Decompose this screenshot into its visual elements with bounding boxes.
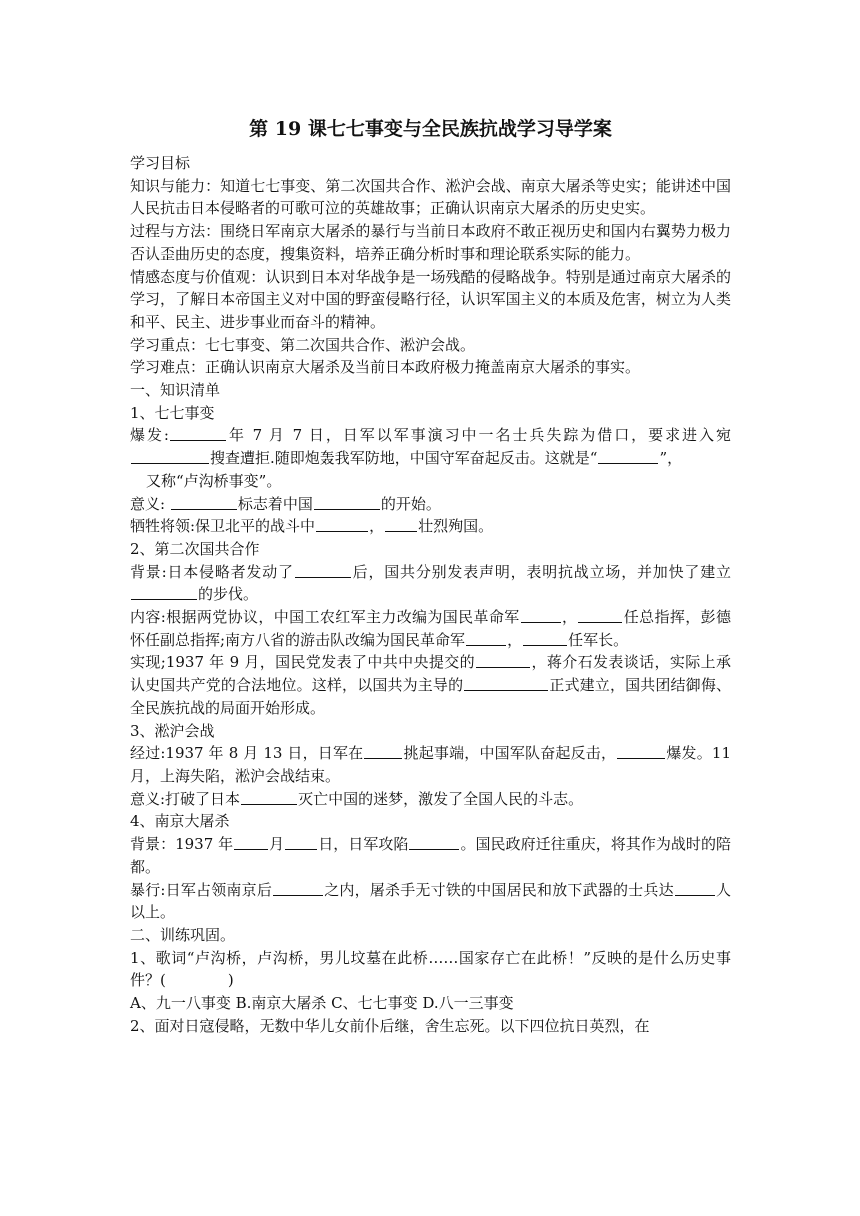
text-segment: 搜查遭拒.随即炮轰我军防地，中国守军奋起反击。这就是“ bbox=[210, 449, 598, 468]
answer-blank[interactable] bbox=[131, 584, 197, 600]
answer-blank[interactable] bbox=[385, 516, 417, 532]
text-line bbox=[130, 493, 731, 516]
text-segment: 2、面对日寇侵略，无数中华儿女前仆后继，舍生忘死。以下四位抗日英烈，在 bbox=[130, 1016, 650, 1035]
text-segment: 过程与方法：围绕日军南京大屠杀的暴行与当前日本政府不敢正视历史和国内右翼势力极力否认歪曲历史的态度，搜集资料，培养正确分析时事和理论联系实际的能力。 bbox=[130, 222, 731, 263]
text-segment: 二、训练巩固。 bbox=[130, 925, 236, 944]
answer-blank[interactable] bbox=[364, 743, 402, 759]
text-segment: 1、七七事变 bbox=[130, 403, 215, 422]
text-segment: 任总指挥，彭德怀任副总指挥;南方八省的游击队改编为国民革命军 bbox=[130, 608, 731, 649]
answer-blank[interactable] bbox=[464, 675, 548, 691]
text-line bbox=[130, 152, 731, 175]
answer-blank[interactable] bbox=[314, 494, 380, 510]
answer-blank[interactable] bbox=[170, 425, 226, 441]
text-line bbox=[130, 538, 731, 561]
text-segment: A、九一八事变 B.南京大屠杀 C、七七事变 D.八一三事变 bbox=[130, 994, 514, 1013]
text-segment: 学习重点：七七事变、第二次国共合作、淞沪会战。 bbox=[130, 335, 476, 354]
answer-blank[interactable] bbox=[578, 607, 622, 623]
answer-blank[interactable] bbox=[675, 880, 715, 896]
text-segment: 正式建立，国共团结御侮、全民族抗战的局面开始形成。 bbox=[130, 676, 731, 717]
answer-blank[interactable] bbox=[523, 630, 567, 646]
text-line bbox=[130, 606, 731, 651]
text-segment: ) bbox=[227, 971, 234, 990]
text-line bbox=[130, 742, 731, 787]
text-segment: 的步伐。 bbox=[198, 585, 259, 604]
text-segment: 壮烈殉国。 bbox=[418, 517, 494, 536]
text-segment: 暴行:日军占领南京后 bbox=[130, 880, 273, 899]
text-line bbox=[130, 879, 731, 924]
answer-blank[interactable] bbox=[234, 834, 268, 850]
answer-blank[interactable] bbox=[273, 880, 323, 896]
text-segment: 一、知识清单 bbox=[130, 381, 221, 400]
text-segment: ， bbox=[507, 630, 523, 649]
text-line bbox=[130, 561, 731, 606]
answer-blank[interactable] bbox=[521, 607, 561, 623]
text-line bbox=[130, 334, 731, 357]
text-segment: 挑起事端，中国军队奋起反击， bbox=[403, 744, 617, 763]
text-line bbox=[130, 992, 731, 1015]
text-line bbox=[130, 810, 731, 833]
text-line bbox=[130, 424, 731, 469]
text-segment: 意义:打破了日本 bbox=[130, 789, 241, 808]
text-segment: 4、南京大屠杀 bbox=[130, 812, 230, 831]
text-segment: 年 7 月 7 日，日军以军事演习中一名士兵失踪为借口，要求进入宛 bbox=[226, 426, 731, 445]
text-line bbox=[130, 175, 731, 220]
text-segment: 1、歌词“卢沟桥，卢沟桥，男儿坟墓在此桥……国家存亡在此桥！”反映的是什么历史事件？( bbox=[130, 948, 731, 990]
text-segment: 学习目标 bbox=[130, 154, 191, 172]
text-segment: 灭亡中国的迷梦，激发了全国人民的斗志。 bbox=[298, 789, 584, 808]
text-line bbox=[130, 470, 731, 493]
text-segment: 。国民政府迁往重庆，将其作为战时的陪都。 bbox=[130, 835, 731, 876]
answer-blank[interactable] bbox=[171, 494, 237, 510]
answer-blank[interactable] bbox=[466, 630, 506, 646]
text-segment: 爆发。11 月，上海失陷，淞沪会战结束。 bbox=[130, 744, 731, 785]
text-segment: 意义: bbox=[130, 494, 170, 513]
text-segment: 又称“卢沟桥事变”。 bbox=[146, 471, 282, 490]
text-segment: 后，国共分别发表声明，表明抗战立场，并加快了建立 bbox=[351, 562, 731, 581]
page-title: 第 19 课七七事变与全民族抗战学习导学案 bbox=[249, 118, 612, 140]
text-segment: ， bbox=[561, 608, 578, 627]
text-line bbox=[130, 788, 731, 811]
answer-blank[interactable] bbox=[285, 834, 317, 850]
text-line bbox=[130, 220, 731, 265]
answer-blank[interactable] bbox=[409, 834, 459, 850]
text-segment: 背景:日本侵略者发动了 bbox=[130, 562, 294, 581]
document-page bbox=[130, 116, 731, 1037]
text-segment: 实现;1937 年 9 月，国民党发表了中共中央提交的 bbox=[130, 653, 476, 672]
answer-blank[interactable] bbox=[131, 448, 209, 464]
text-segment: 日，日军攻陷 bbox=[318, 835, 409, 854]
text-line bbox=[130, 402, 731, 425]
text-segment: 月 bbox=[269, 835, 285, 854]
text-segment: 爆发: bbox=[130, 426, 169, 445]
text-line bbox=[130, 266, 731, 334]
text-segment: 内容:根据两党协议，中国工农红军主力改编为国民革命军 bbox=[130, 608, 520, 627]
text-segment: ”， bbox=[659, 449, 683, 468]
text-segment: 背景：1937 年 bbox=[130, 835, 234, 854]
text-segment: 情感态度与价值观：认识到日本对华战争是一场残酷的侵略战争。特别是通过南京大屠杀的学习，了解日本帝国主义对中国的野蛮侵略行径，认识军国主义的本质及危害，树立为人类和平、民主、进步事业而奋斗的精神。 bbox=[130, 267, 731, 331]
text-line bbox=[130, 833, 731, 878]
text-line bbox=[130, 720, 731, 743]
text-segment: 牺牲将领:保卫北平的战斗中 bbox=[130, 517, 316, 536]
text-line bbox=[130, 1015, 731, 1038]
text-segment: 3、淞沪会战 bbox=[130, 721, 215, 740]
text-line bbox=[130, 947, 731, 992]
answer-blank[interactable] bbox=[295, 562, 351, 578]
text-segment: 之内，屠杀手无寸铁的中国居民和放下武器的士兵达 bbox=[324, 880, 674, 899]
text-line bbox=[130, 379, 731, 402]
answer-blank[interactable] bbox=[241, 789, 297, 805]
text-segment: 标志着中国 bbox=[237, 494, 313, 513]
text-segment: 2、第二次国共合作 bbox=[130, 539, 260, 558]
text-segment: ， bbox=[369, 517, 385, 536]
answer-blank[interactable] bbox=[476, 652, 530, 668]
text-line bbox=[130, 924, 731, 947]
text-line bbox=[130, 356, 731, 379]
answer-blank[interactable] bbox=[617, 743, 665, 759]
text-segment: 学习难点：正确认识南京大屠杀及当前日本政府极力掩盖南京大屠杀的事实。 bbox=[130, 358, 641, 377]
text-segment: ，蒋介石发表谈话，实际上承认史国共产党的合法地位。这样，以国共为主导的 bbox=[130, 653, 731, 695]
text-segment: 的开始。 bbox=[380, 494, 441, 513]
text-segment: 知识与能力：知道七七事变、第二次国共合作、淞沪会战、南京大屠杀等史实；能讲述中国人民抗击日本侵略者的可歌可泣的英雄故事；正确认识南京大屠杀的历史史实。 bbox=[130, 176, 731, 218]
text-line bbox=[130, 651, 731, 719]
answer-blank[interactable] bbox=[598, 448, 658, 464]
document-body bbox=[130, 152, 731, 1037]
text-line bbox=[130, 515, 731, 538]
answer-blank[interactable] bbox=[316, 516, 368, 532]
text-segment: 任军长。 bbox=[568, 630, 629, 649]
text-segment: 经过:1937 年 8 月 13 日，日军在 bbox=[130, 744, 364, 763]
text-segment: 人以上。 bbox=[130, 880, 731, 922]
